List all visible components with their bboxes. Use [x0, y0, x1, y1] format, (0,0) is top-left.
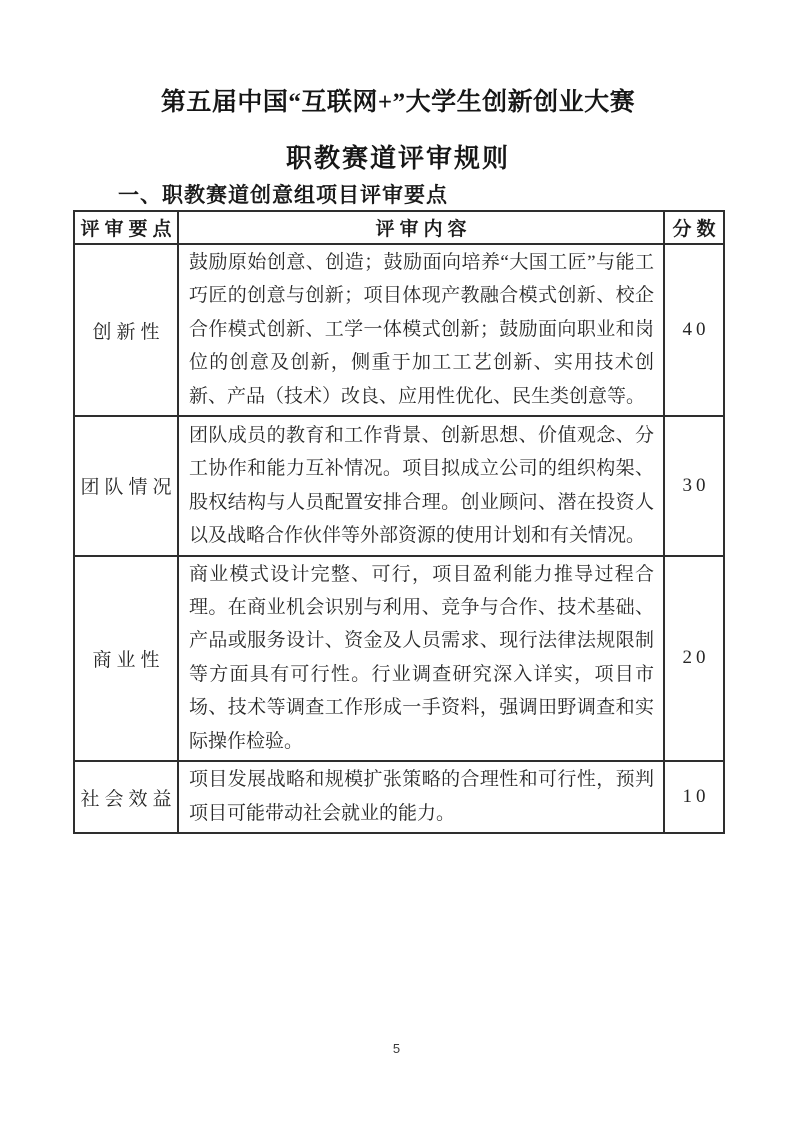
criterion-cell: 团队情况 [74, 416, 178, 556]
criterion-cell: 商业性 [74, 556, 178, 761]
score-cell: 30 [664, 416, 724, 556]
table-row [74, 244, 724, 416]
score-cell: 20 [664, 556, 724, 761]
section-heading: 一、职教赛道创意组项目评审要点 [118, 184, 448, 207]
table-row [74, 556, 724, 761]
table-row [74, 416, 724, 556]
document-title-line1: 第五届中国“互联网+”大学生创新创业大赛 [160, 89, 636, 116]
score-cell: 40 [664, 244, 724, 416]
table-row [74, 761, 724, 833]
content-cell: 商业模式设计完整、可行，项目盈利能力推导过程合理。在商业机会识别与利用、竞争与合作、技术基础、产品或服务设计、资金及人员需求、现行法律法规限制等方面具有可行性。行业调查研究深入详实，项目市场、技术等调查工作形成一手资料，强调田野调查和实际操作检验。 [178, 556, 664, 761]
content-cell: 团队成员的教育和工作背景、创新思想、价值观念、分工协作和能力互补情况。项目拟成立公司的组织构架、股权结构与人员配置安排合理。创业顾问、潜在投资人以及战略合作伙伴等外部资源的使用计划和有关情况。 [178, 416, 664, 556]
table-header-row [74, 211, 724, 244]
content-cell: 项目发展战略和规模扩张策略的合理性和可行性，预判项目可能带动社会就业的能力。 [178, 761, 664, 833]
header-cell-criterion: 评审要点 [74, 211, 178, 244]
score-cell: 10 [664, 761, 724, 833]
document-title-line2: 职教赛道评审规则 [285, 144, 510, 173]
criterion-cell: 创新性 [74, 244, 178, 416]
page-number: 5 [392, 1041, 401, 1056]
content-cell: 鼓励原始创意、创造；鼓励面向培养“大国工匠”与能工巧匠的创意与创新；项目体现产教融合模式创新、校企合作模式创新、工学一体模式创新；鼓励面向职业和岗位的创意及创新，侧重于加工工艺创新、实用技术创新、产品（技术）改良、应用性优化、民生类创意等。 [178, 244, 664, 416]
header-cell-content: 评审内容 [178, 211, 664, 244]
evaluation-rubric-table [73, 210, 725, 834]
header-cell-score: 分数 [664, 211, 724, 244]
criterion-cell: 社会效益 [74, 761, 178, 833]
